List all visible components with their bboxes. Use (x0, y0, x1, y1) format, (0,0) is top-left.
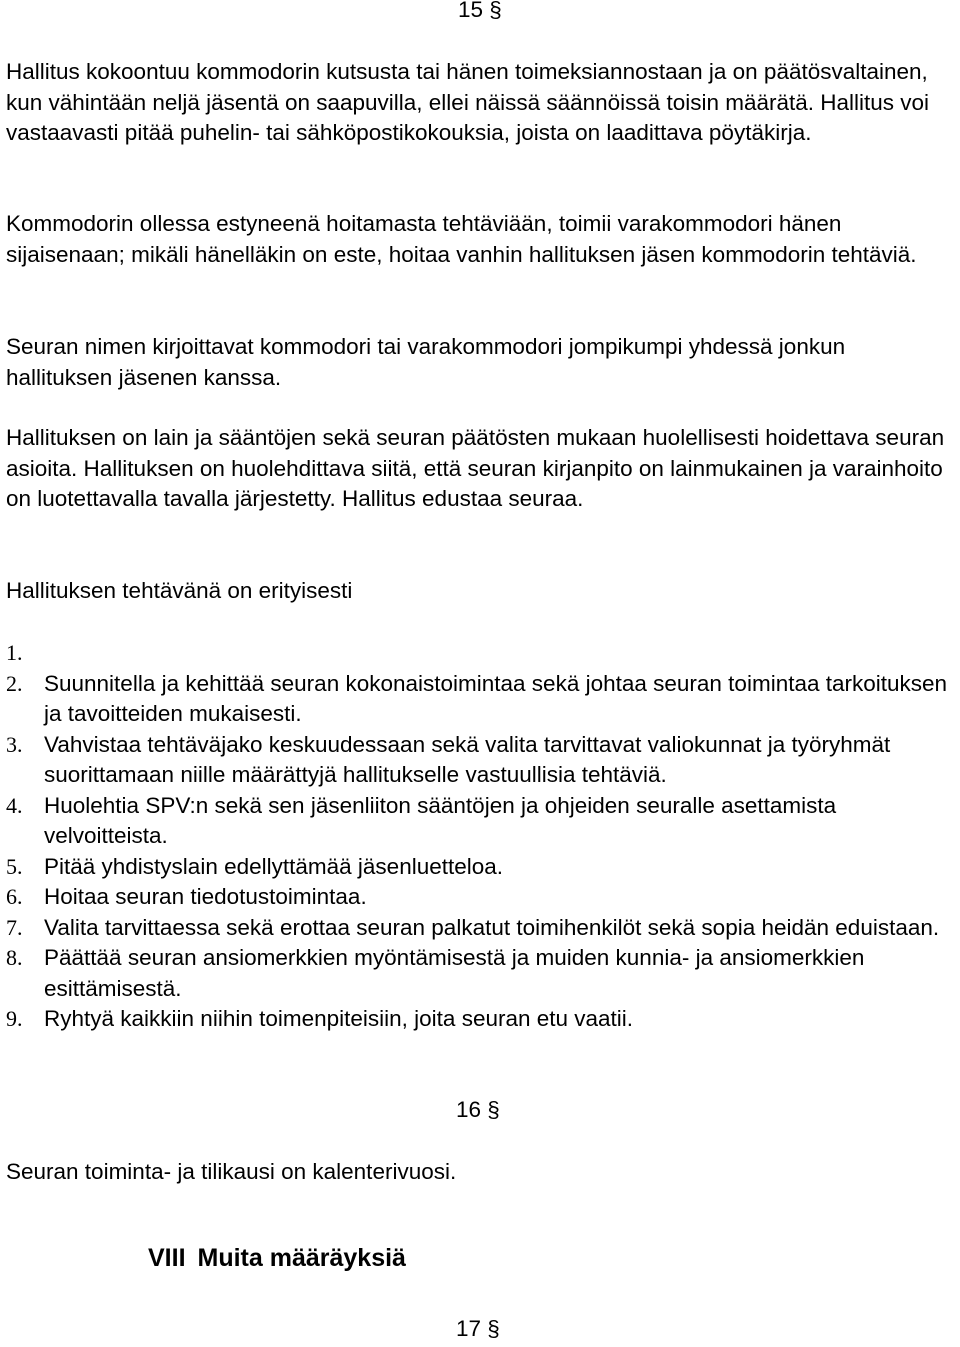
list-item-number: 2. (6, 670, 23, 696)
section-number-15: 15 § (458, 0, 502, 22)
paragraph-deputy: Kommodorin ollessa estyneenä hoitamasta tehtäviään, toimii varakommodori hänen sijaisenaan; mikäli hänelläkin on este, hoitaa vanhin hallituksen jäsen kommodorin tehtäviä. (6, 211, 917, 267)
list-item-number: 9. (6, 1006, 23, 1031)
section-number-17: 17 § (456, 1316, 500, 1341)
list-item (6, 791, 956, 852)
list-item (6, 852, 956, 883)
list-item-number: 4. (6, 792, 23, 818)
list-item-text: Huolehtia SPV:n sekä sen jäsenliiton sääntöjen ja ohjeiden seuralle asettamista velvoitteista. (44, 792, 837, 848)
chapter-number: VIII (148, 1244, 186, 1272)
list-item-number: 7. (6, 914, 23, 940)
list-item (6, 730, 956, 791)
list-item-text: Päättää seuran ansiomerkkien myöntämisestä ja muiden kunnia- ja ansiomerkkien esittämisestä. (44, 945, 865, 1001)
paragraph-list-intro: Hallituksen tehtävänä on erityisesti (6, 578, 353, 603)
list-item (6, 943, 956, 1004)
list-item-number: 8. (6, 945, 23, 970)
list-item (6, 669, 956, 730)
paragraph-board-meetings: Hallitus kokoontuu kommodorin kutsusta tai hänen toimeksiannostaan ja on päätösvaltainen, kun vähintään neljä jäsentä on saapuvilla, ellei näissä säännöissä toisin määrätä. Hallitus voi vastaavasti pitää puhelin- tai sähköpostikokouksia, joista on laadittava pöytäkirja. (6, 59, 930, 145)
list-item (6, 638, 956, 669)
list-item-text: Suunnitella ja kehittää seuran kokonaistoimintaa sekä johtaa seuran toimintaa tarkoituksen ja tavoitteiden mukaisesti. (44, 670, 948, 726)
list-item-text: Hoitaa seuran tiedotustoimintaa. (44, 884, 367, 909)
paragraph-board-duties: Hallituksen on lain ja sääntöjen sekä seuran päätösten mukaan huolellisesti hoidettava seuran asioita. Hallituksen on huolehdittava siitä, että seuran kirjanpito on lainmukainen ja varainhoito on luotettavalla tavalla järjestetty. Hallitus edustaa seuraa. (6, 425, 945, 511)
paragraph-fiscal-year: Seuran toiminta- ja tilikausi on kalenterivuosi. (6, 1159, 457, 1184)
paragraph-signatories: Seuran nimen kirjoittavat kommodori tai varakommodori jompikumpi yhdessä jonkun hallituksen jäsenen kanssa. (6, 334, 846, 390)
list-item (6, 1004, 956, 1035)
list-item (6, 913, 956, 944)
list-item-number: 3. (6, 731, 23, 757)
list-item-text: Valita tarvittaessa sekä erottaa seuran palkatut toimihenkilöt sekä sopia heidän eduistaan. (44, 914, 940, 940)
chapter-title: Muita määräyksiä (197, 1244, 406, 1272)
list-item-text: Vahvistaa tehtäväjako keskuudessaan sekä valita tarvittavat valiokunnat ja työryhmät suorittamaan niille määrättyjä hallitukselle vastuullisia tehtäviä. (44, 731, 891, 787)
chapter-heading (148, 1244, 406, 1273)
list-item-number: 5. (6, 853, 23, 879)
list-item-number: 6. (6, 884, 23, 909)
list-item-number: 1. (6, 640, 23, 665)
section-number-16: 16 § (456, 1097, 500, 1122)
duties-list (6, 638, 956, 1035)
list-item-text: Ryhtyä kaikkiin niihin toimenpiteisiin, joita seuran etu vaatii. (44, 1006, 634, 1031)
list-item-text: Pitää yhdistyslain edellyttämää jäsenluetteloa. (44, 853, 504, 879)
list-item (6, 882, 956, 913)
